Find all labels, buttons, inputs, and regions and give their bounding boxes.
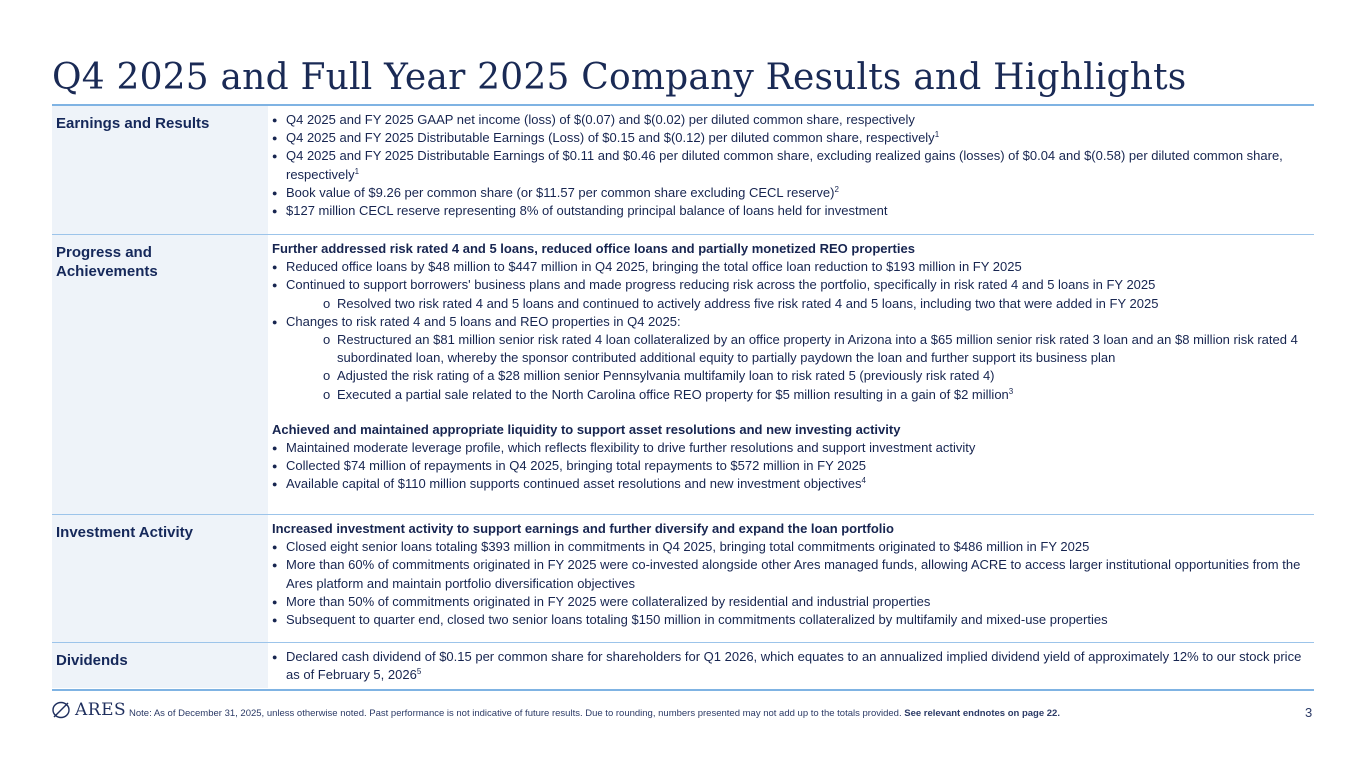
ares-logo-icon: [51, 700, 71, 720]
list-item: ● Q4 2025 and FY 2025 Distributable Earnings (Loss) of $0.15 and $(0.12) per diluted common share, respectively$^1$: [272, 129, 1308, 147]
section-label: Investment Activity: [56, 524, 193, 541]
list-item: ● Declared cash dividend of $0.15 per common share for shareholders for Q1 2026, which equates to an annualized implied dividend yield of approximately 12% to our stock price as of February 5, 2026$^5$: [272, 648, 1308, 684]
section-content: [268, 235, 1314, 514]
sub-list-item: o Restructured an $81 million senior risk rated 4 loan collateralized by an office property in Arizona into a $65 million senior risk rated 3 loan and an $8 million risk rated 4 subordinated loan, whereby the sponsor contributed additional equity to partially paydown the loan and further support its business plan: [272, 331, 1308, 367]
list-item: ● Continued to support borrowers' business plans and made progress reducing risk across the portfolio, specifically in risk rated 4 and 5 loans in FY 2025: [272, 276, 1308, 294]
sub-list-item: o Adjusted the risk rating of a $28 million senior Pennsylvania multifamily loan to risk rated 5 (previously risk rated 4): [272, 367, 1308, 385]
section-content: [268, 643, 1314, 688]
section-label: Progress and Achievements: [56, 244, 158, 280]
footnote-ref: 1: [934, 130, 940, 140]
sub-list-item: o Executed a partial sale related to the North Carolina office REO property for $5 million resulting in a gain of $2 million$^3$: [272, 386, 1308, 404]
sub-list-item: o Resolved two risk rated 4 and 5 loans and continued to actively address five risk rated 4 and 5 loans, including two that were added in FY 2025: [272, 295, 1308, 313]
list-item: ● Book value of $9.26 per common share (or $11.57 per common share excluding CECL reserve)$^2$: [272, 184, 1308, 202]
section-content: [268, 106, 1314, 234]
ares-logo: [51, 700, 126, 720]
footer-note: Note: As of December 31, 2025, unless otherwise noted. Past performance is not indicative of future results. Due to rounding, numbers presented may not add up to the totals provided. See relevant endnotes on page 22.: [129, 708, 1060, 719]
page-number: 3: [1305, 705, 1313, 720]
footer-divider: [52, 689, 1314, 691]
list-item: ● More than 50% of commitments originated in FY 2025 were collateralized by residential and industrial properties: [272, 593, 1308, 611]
list-item: ● $127 million CECL reserve representing 8% of outstanding principal balance of loans held for investment: [272, 202, 1308, 220]
list-item: ● More than 60% of commitments originated in FY 2025 were co-invested alongside other Ares managed funds, allowing ACRE to access larger institutional opportunities from the Ares platform and maintain portfolio diversification objectives: [272, 556, 1308, 592]
footnote-ref: 1: [354, 166, 360, 176]
page-title: Q4 2025 and Full Year 2025 Company Results and Highlights: [52, 57, 1187, 98]
endnote-reference: See relevant endnotes on page 22.: [904, 708, 1060, 719]
section-investment: [52, 515, 1314, 643]
footnote-ref: 3: [1008, 386, 1014, 396]
footnote-ref: 5: [416, 667, 422, 677]
spacer: [272, 404, 1308, 421]
list-item: ● Collected $74 million of repayments in Q4 2025, bringing total repayments to $572 million in FY 2025: [272, 457, 1308, 475]
section-subheading: Achieved and maintained appropriate liquidity to support asset resolutions and new investing activity: [272, 421, 901, 437]
section-subheading: Further addressed risk rated 4 and 5 loans, reduced office loans and partially monetized REO properties: [272, 241, 915, 256]
logo-text: ARES: [75, 700, 127, 720]
list-item: ● Q4 2025 and FY 2025 GAAP net income (loss) of $(0.07) and $(0.02) per diluted common share, respectively: [272, 111, 1308, 129]
section-label: Dividends: [56, 652, 128, 669]
footnote-ref: 4: [861, 476, 866, 486]
list-item: ● Available capital of $110 million supports continued asset resolutions and new investment objectives$^4$: [272, 475, 1308, 493]
section-dividends: [52, 643, 1314, 688]
section-content: [268, 515, 1314, 642]
section-earnings: [52, 106, 1314, 235]
list-item: ● Q4 2025 and FY 2025 Distributable Earnings of $0.11 and $0.46 per diluted common share, excluding realized gains (losses) of $0.04 and $(0.58) per diluted common share, respectively$^1$: [272, 147, 1308, 183]
list-item: ● Changes to risk rated 4 and 5 loans and REO properties in Q4 2025:: [272, 313, 1308, 331]
section-label: Earnings and Results: [56, 115, 210, 132]
section-subheading: Increased investment activity to support earnings and further diversify and expand the loan portfolio: [272, 521, 894, 536]
list-item: ● Subsequent to quarter end, closed two senior loans totaling $150 million in commitments collateralized by multifamily and mixed-use properties: [272, 611, 1308, 629]
footnote-ref: 2: [834, 184, 839, 194]
list-item: ● Reduced office loans by $48 million to $447 million in Q4 2025, bringing the total office loan reduction to $193 million in FY 2025: [272, 258, 1308, 276]
list-item: ● Closed eight senior loans totaling $393 million in commitments in Q4 2025, bringing total commitments originated to $486 million in FY 2025: [272, 538, 1308, 556]
section-progress: [52, 235, 1314, 515]
list-item: ● Maintained moderate leverage profile, which reflects flexibility to drive further resolutions and support investment activity: [272, 439, 1308, 457]
